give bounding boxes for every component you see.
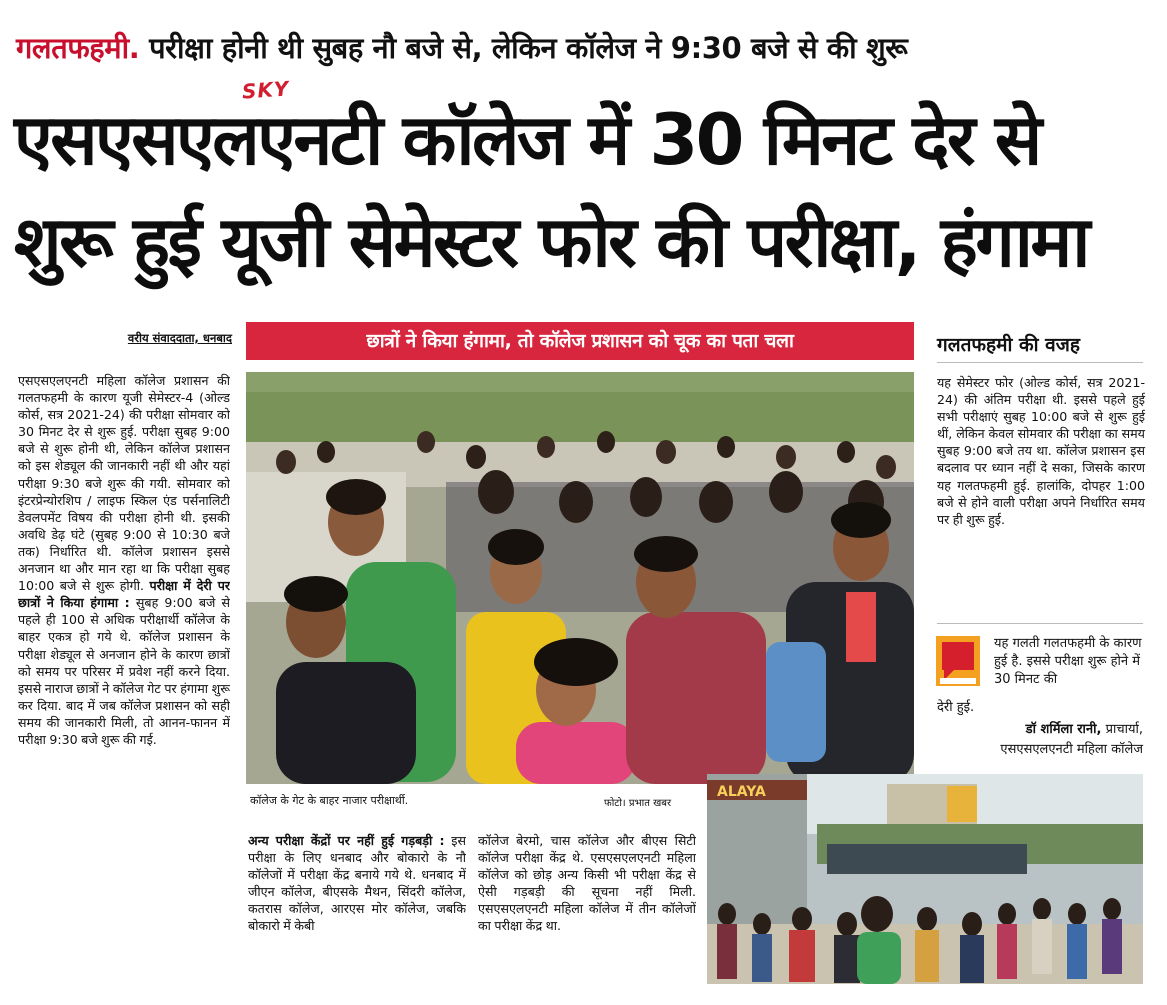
right-column-body: यह सेमेस्टर फोर (ओल्ड कोर्स, सत्र 2021-24) की अंतिम परीक्षा थी. इससे पहले हुई सभी परीक्षाएं सुबह 10:00 बजे से शुरू हुई थीं, लेकिन केवल सोमवार की परीक्षा का समय सुबह 9:00 बजे तय था. कॉलेज प्रशासन इस बदलाव पर ध्यान नहीं दे सका, जिसके कारण यह गलतफहमी हुई. हालांकि, दोपहर 1:00 बजे से होने वाली परीक्षा अपने निर्धारित समय पर ही शुरू हुई. <box>937 375 1145 527</box>
gate-sign-text: ALAYA <box>717 784 766 800</box>
watermark-sky: SKY <box>241 76 291 104</box>
photo-caption: कॉलेज के गेट के बाहर नाजार परीक्षार्थी. <box>250 794 409 807</box>
kicker-text: परीक्षा होनी थी सुबह नौ बजे से, लेकिन कॉलेज ने 9:30 बजे से की शुरू <box>149 31 908 65</box>
headline-line-2: शुरू हुई यूजी सेमेस्टर फोर की परीक्षा, हंगामा <box>14 201 1088 283</box>
quote-icon <box>936 636 980 686</box>
quote-author-role: एसएसएलएनटी महिला कॉलेज <box>1000 742 1143 757</box>
quote-author <box>937 721 1143 739</box>
photo-banner: छात्रों ने किया हंगामा, तो कॉलेज प्रशासन को चूक का पता चला <box>246 322 914 360</box>
mid-column-2: कॉलेज बेरमो, चास कॉलेज और बीएस सिटी कॉलेज परीक्षा केंद्र थे. एसएसएलएनटी महिला कॉलेज को छोड़ अन्य किसी भी परीक्षा केंद्र से ऐसी गड़बड़ी की सूचना नहीं मिली. एसएसएलएनटी महिला कॉलेज में तीन कॉलेजों का परीक्षा केंद्र था. <box>478 833 696 934</box>
quote-author-title: प्राचार्या, <box>1105 722 1143 737</box>
right-divider-2 <box>937 623 1143 624</box>
kicker-label: गलतफहमी. <box>16 31 140 65</box>
quote-author-name: डॉ शर्मिला रानी, <box>1025 722 1102 737</box>
headline-line-1: एसएसएलएनटी कॉलेज में 30 मिनट देर से <box>14 99 1040 181</box>
mid-para-1: इस परीक्षा के लिए धनबाद और बोकारो के नौ कॉलेजों में परीक्षा केंद्र बनाये गये थे. धनबाद में जीएन कॉलेज, बीएसके मैथन, सिंदरी कॉलेज, कतरास कॉलेज, आरएस मोर कॉलेज, जबकि बोकारो में केबी <box>248 833 466 934</box>
left-para-1: एसएसएलएनटी महिला कॉलेज प्रशासन की गलतफहमी के कारण यूजी सेमेस्टर-4 (ओल्ड कोर्स, सत्र 2021-24) की परीक्षा सोमवार को 30 मिनट देर से शुरू हुई. परीक्षा सुबह 9:00 बजे से शुरू होनी थी, लेकिन कॉलेज प्रशासन को इस शेड्यूल की जानकारी नहीं थी और यहां परीक्षा 9:30 बजे शुरू की गयी. सोमवार को इंटरप्रेन्योरशिप / लाइफ स्किल एंड पर्सनालिटी डेवलपमेंट विषय की परीक्षा होनी थी. इसकी अवधि डेढ़ घंटे (सुबह 9:00 से 10:30 बजे तक) निर्धारित थी. कॉलेज प्रशासन इससे अनजान था और मान रहा था कि परीक्षा सुबह 10:00 बजे से शुरू होगी. <box>18 373 230 594</box>
left-para-2: सुबह 9:00 बजे से पहले ही 100 से अधिक परीक्षार्थी कॉलेज के बाहर एकत्र हो गये थे. कॉलेज प्रशासन के परीक्षा शेड्यूल से अनजान होने के कारण छात्रों को समय पर परिसर में प्रवेश नहीं करने दिया. इससे नाराज छात्रों ने कॉलेज गेट पर हंगामा शुरू कर दिया. बाद में जब कॉलेज प्रशासन को सही समय की जानकारी मिली, तो आनन-फानन में परीक्षा 9:30 बजे शुरू की गई. <box>18 595 230 747</box>
right-heading: गलतफहमी की वजह <box>937 334 1080 356</box>
mid-subhead: अन्य परीक्षा केंद्रों पर नहीं हुई गड़बड़ी <box>248 833 433 848</box>
gate-photo <box>707 774 1143 984</box>
quote-text-end: देरी हुई. <box>937 700 975 715</box>
quote-text: यह गलती गलतफहमी के कारण हुई है. इससे परीक्षा शुरू होने में 30 मिनट की <box>994 636 1142 687</box>
right-divider <box>937 362 1143 363</box>
mid-column-1 <box>248 832 466 992</box>
left-subhead: परीक्षा में देरी पर छात्रों ने किया हंगामा <box>18 578 230 611</box>
byline: वरीय संवाददाता, धनबाद <box>127 331 232 345</box>
mid-subhead-colon: : <box>432 833 445 848</box>
photo-credit: फोटो। प्रभात खबर <box>604 798 672 809</box>
left-column <box>18 372 230 992</box>
crowd-figures <box>276 431 914 784</box>
subhead-colon: : <box>118 595 130 611</box>
crowd-photo <box>246 372 914 784</box>
kicker-line <box>16 26 1156 70</box>
